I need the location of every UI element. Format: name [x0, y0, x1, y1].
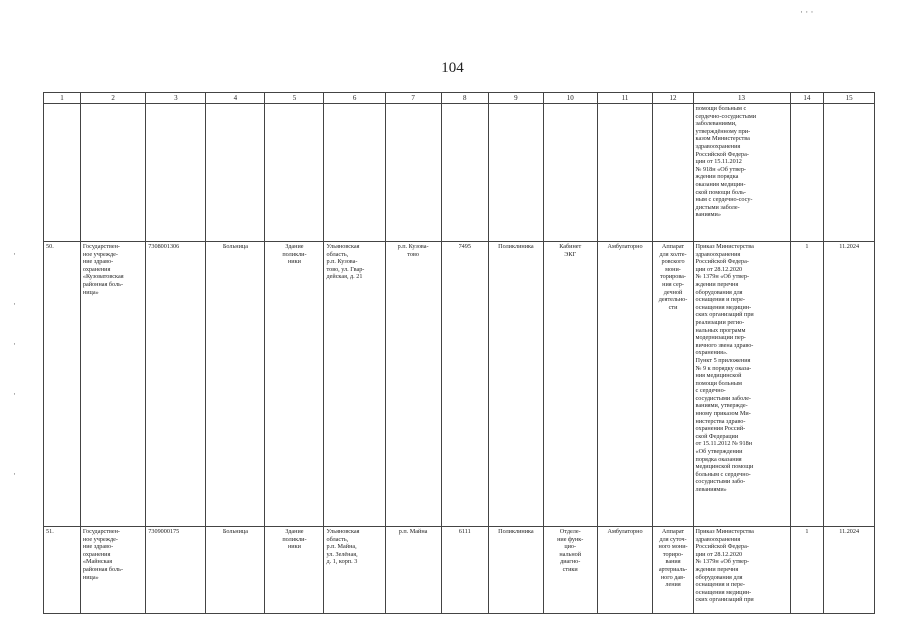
quantity-cell: 1: [790, 527, 824, 614]
quantity-cell: 1: [790, 242, 824, 527]
building-cell: Здание поликли- ники: [265, 242, 324, 527]
date-cell: 11.2024: [824, 527, 875, 614]
room-cell: Кабинет ЭКГ: [543, 242, 597, 527]
organization-cell: Государствен- ное учрежде- ние здраво- охранения «Кузоватовская районная боль- ница»: [80, 242, 145, 527]
row-number-cell: 50.: [44, 242, 81, 527]
basis-cell: Приказ Министерства здравоохранения Российской Федера- ции от 28.12.2020 № 1379н «Об утвер- ждении перечня оборудования для оснащения и пере- оснащения медицин- ских организаций при: [693, 527, 790, 614]
address-cell: Ульяновская область, р.п. Кузова- тово, ул. Гвар- дейская, д. 21: [324, 242, 385, 527]
equipment-cell: Аппарат для суточ- ного мони- ториро- вания артериаль- ного дав- ления: [653, 527, 693, 614]
population-cell: 7495: [441, 242, 488, 527]
facility-type-cell: Больница: [206, 527, 265, 614]
population-cell: 6111: [441, 527, 488, 614]
column-number: 1: [44, 93, 81, 104]
scan-mark: ·: [13, 469, 16, 479]
basis-cell: Приказ Министерства здравоохранения Российской Федера- ции от 28.12.2020 № 1379н «Об утвер- ждении перечня оборудования для оснащения и пере- оснащения медицин- ских организаций при реализации регио- нальных программ модернизации пер- вичного звена здраво- охранения». Пункт 5 приложения № 9 к порядку оказа- ния медицинской помощи больным с сердечно- сосудистыми заболе- ваниями, утвержде- нному приказом Ми- нистерства здраво- охранения Россий- ской Федерации от 15.11.2012 № 918н «Об утверждении порядка оказания медицинской помощи больным с сердечно- сосудистыми забо- леваниями»: [693, 242, 790, 527]
column-number: 9: [488, 93, 543, 104]
column-number: 4: [206, 93, 265, 104]
column-number: 13: [693, 93, 790, 104]
column-number: 8: [441, 93, 488, 104]
care-conditions-cell: Амбулаторно: [597, 242, 653, 527]
organization-cell: Государствен- ное учрежде- ние здраво- охранения «Майнская районная боль- ница»: [80, 527, 145, 614]
continuation-row: [44, 104, 875, 242]
table-row: [44, 242, 875, 527]
inn-cell: 7309000175: [146, 527, 206, 614]
column-number: 12: [653, 93, 693, 104]
locality-cell: р.п. Майна: [385, 527, 441, 614]
care-conditions-cell: Амбулаторно: [597, 527, 653, 614]
scan-mark: ·: [13, 249, 16, 259]
basis-continuation-cell: помощи больным с сердечно-сосудистыми заболеваниями, утверждённому при- казом Министерства здравоохранения Российской Федера- ции от 15.11.2012 № 918н «Об утвер- ждении порядка оказания медицин- ской помощи боль- ным с сердечно-сосу- дистыми заболе- ваниями»: [693, 104, 790, 242]
column-number-row: [44, 93, 875, 104]
building-cell: Здание поликли- ники: [265, 527, 324, 614]
unit-cell: Поликлиника: [488, 527, 543, 614]
equipment-registry-table: [43, 92, 875, 614]
column-number: 14: [790, 93, 824, 104]
locality-cell: р.п. Кузова- тово: [385, 242, 441, 527]
equipment-cell: Аппарат для холте- ровского мони- торирова- ния сер- дечной деятельно- сти: [653, 242, 693, 527]
scan-mark: · · ·: [800, 7, 814, 17]
room-cell: Отделе- ние функ- цио- нальной диагно- стики: [543, 527, 597, 614]
unit-cell: Поликлиника: [488, 242, 543, 527]
facility-type-cell: Больница: [206, 242, 265, 527]
inn-cell: 7308001306: [146, 242, 206, 527]
address-cell: Ульяновская область, р.п. Майна, ул. Зелёная, д. 1, корп. 3: [324, 527, 385, 614]
column-number: 7: [385, 93, 441, 104]
column-number: 5: [265, 93, 324, 104]
column-number: 15: [824, 93, 875, 104]
scan-mark: ·: [13, 299, 16, 309]
page-number: 104: [441, 60, 464, 76]
column-number: 6: [324, 93, 385, 104]
scan-mark: ·: [13, 339, 16, 349]
date-cell: 11.2024: [824, 242, 875, 527]
scan-mark: ·: [13, 389, 16, 399]
column-number: 10: [543, 93, 597, 104]
row-number-cell: 51.: [44, 527, 81, 614]
column-number: 2: [80, 93, 145, 104]
column-number: 3: [146, 93, 206, 104]
column-number: 11: [597, 93, 653, 104]
table-row: [44, 527, 875, 614]
